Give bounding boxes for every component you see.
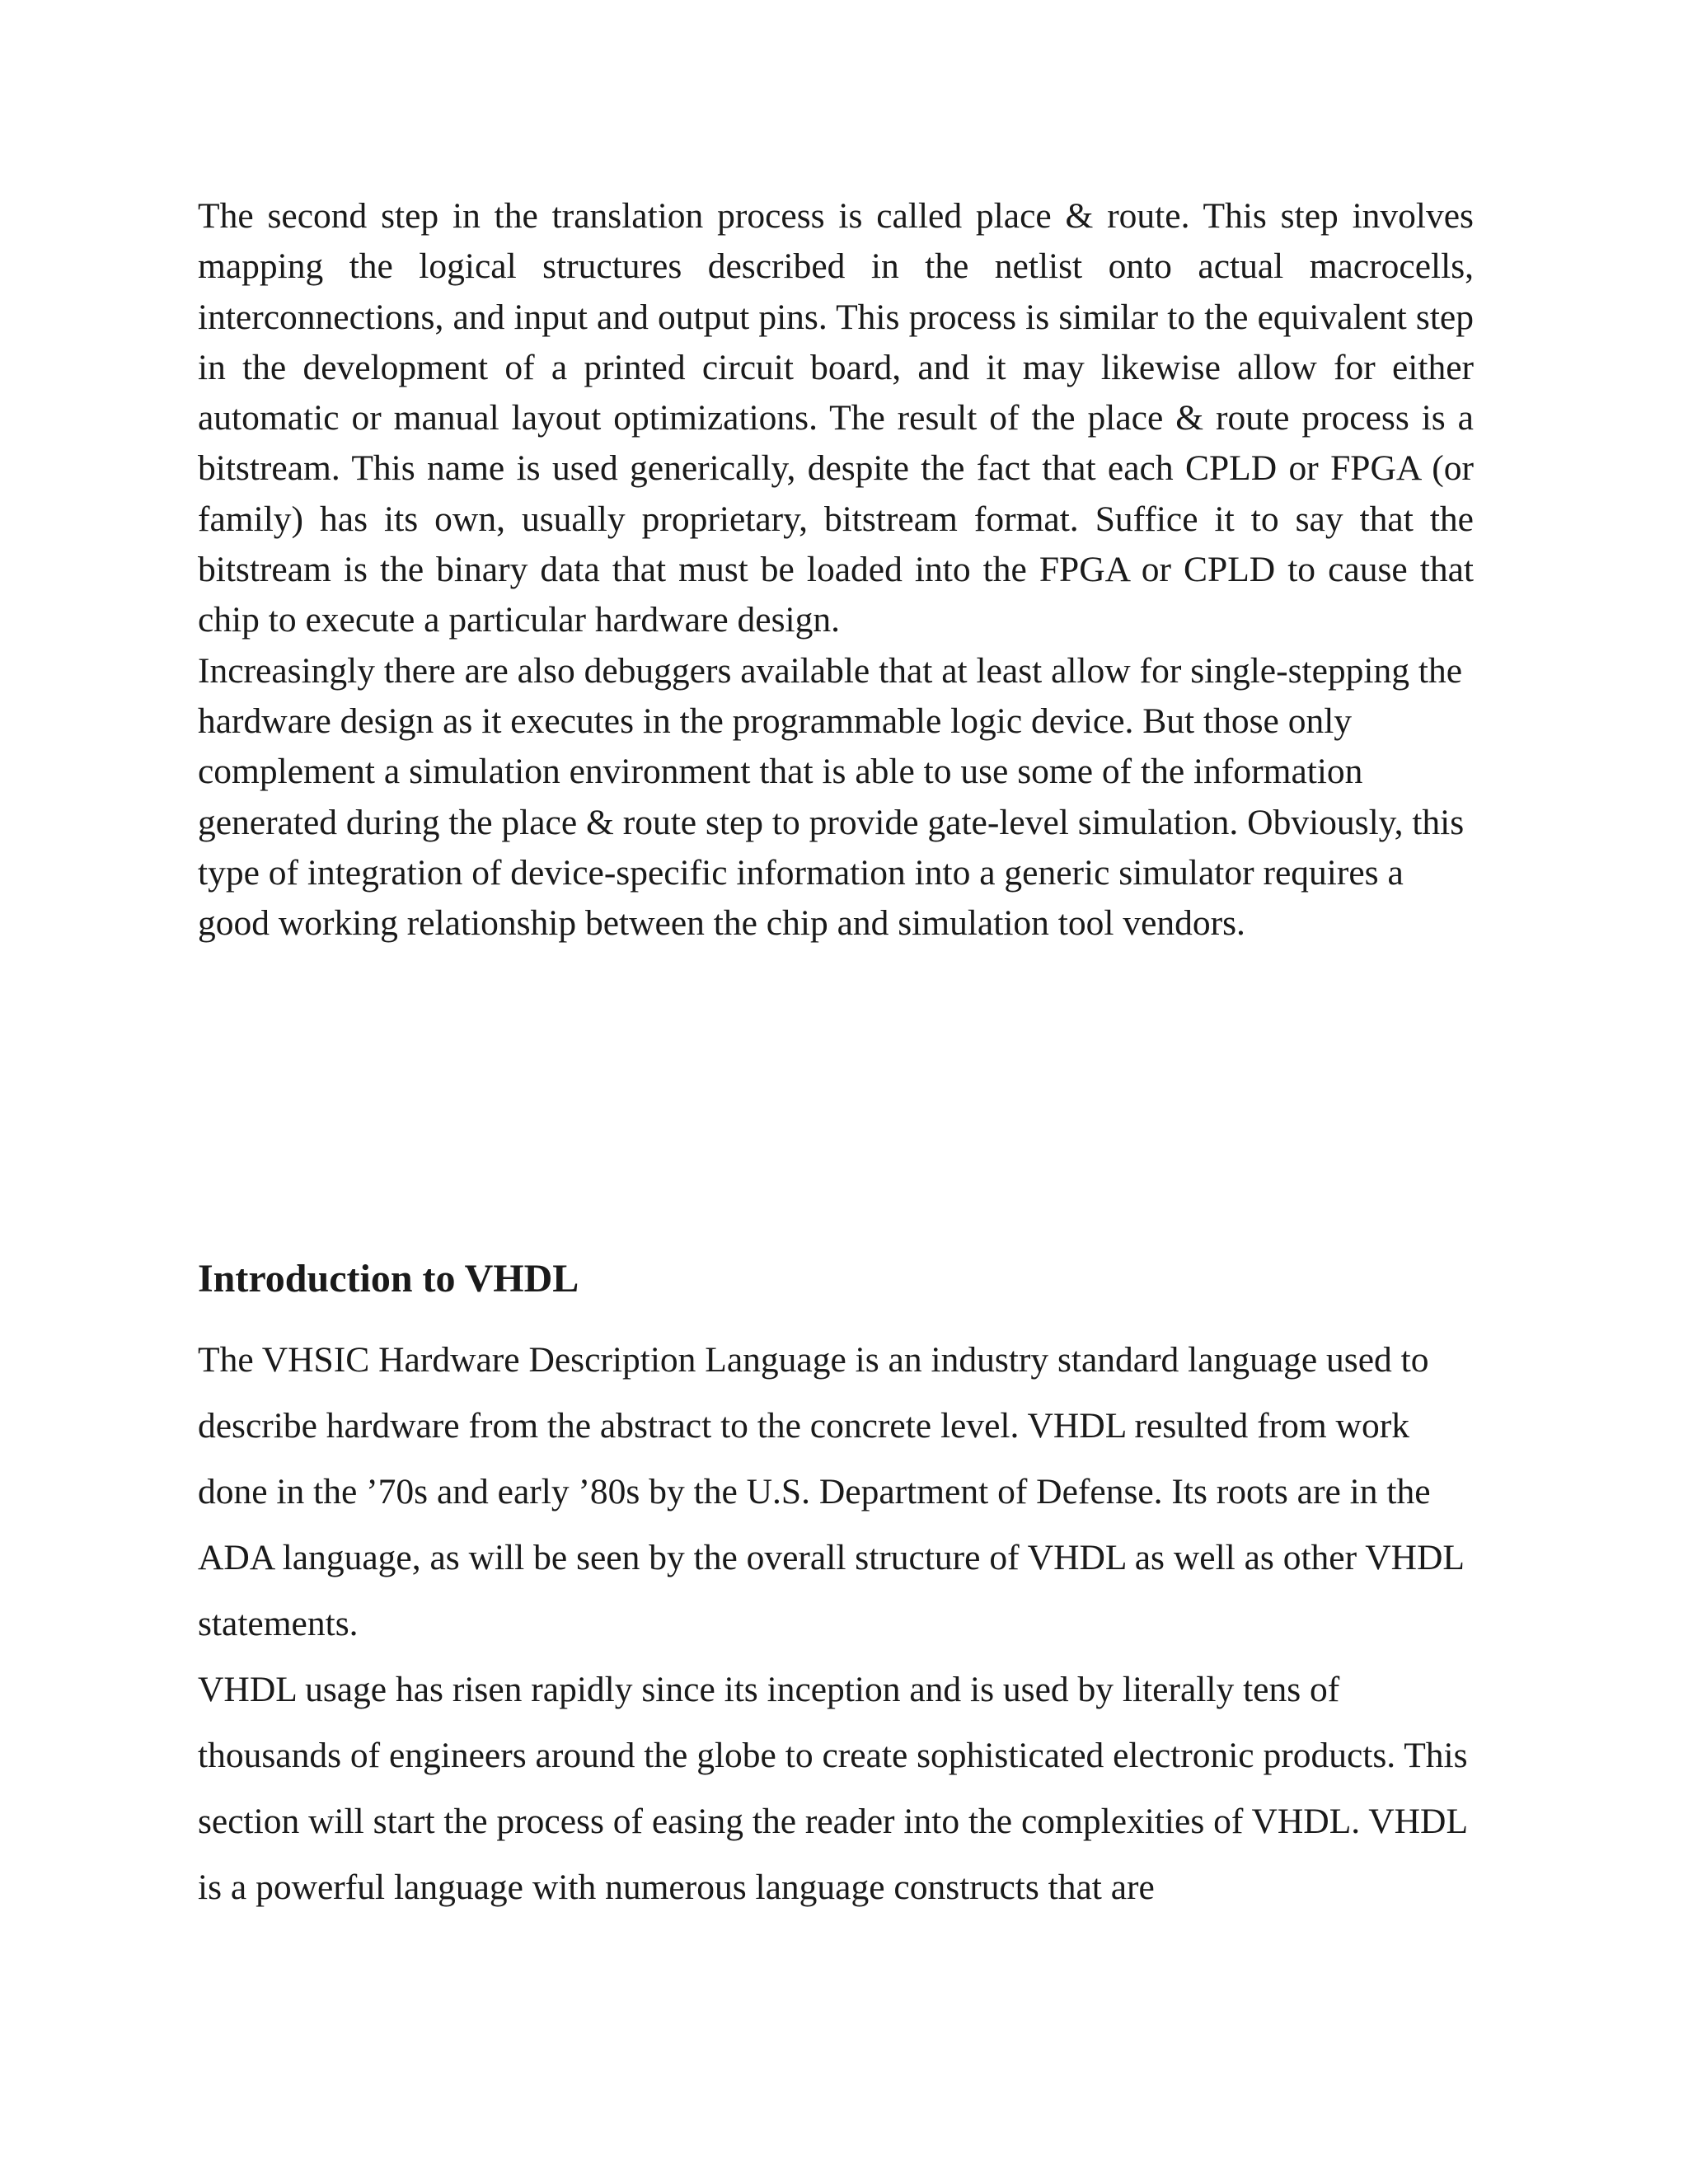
paragraph-place-and-route: The second step in the translation process is called place & route. This step involves mapping the logical structures described in the netlist onto actual macrocells, interconnections, and input and output pins. This process is similar to the equivalent step in the development of a printed circuit board, and it may likewise allow for either automatic or manual layout optimizations. The result of the place & route process is a bitstream. This name is used generically, despite the fact that each CPLD or FPGA (or family) has its own, usually proprietary, bitstream format. Suffice it to say that the bitstream is the binary data that must be loaded into the FPGA or CPLD to cause that chip to execute a particular hardware design.	[198, 196, 1474, 640]
section-body	[198, 1327, 1474, 1920]
section-heading: Introduction to VHDL	[198, 1257, 579, 1301]
paragraph-debuggers: Increasingly there are also debuggers available that at least allow for single-stepping the hardware design as it executes in the programmable logic device. But those only complement a simulation environment that is able to use some of the information generated during the place & route step to provide gate-level simulation. Obviously, this type of integration of device-specific information into a generic simulator requires a good working relationship between the chip and simulation tool vendors.	[198, 650, 1465, 944]
document-page	[198, 191, 1474, 1907]
paragraph-vhsic-intro: The VHSIC Hardware Description Language is an industry standard language used to describe hardware from the abstract to the concrete level. VHDL resulted from work done in the ’70s and early ’80s by the U.S. Department of Defense. Its roots are in the ADA language, as will be seen by the overall structure of VHDL as well as other VHDL statements.	[198, 1340, 1464, 1643]
paragraph-vhdl-usage: VHDL usage has risen rapidly since its inception and is used by literally tens of thousands of engineers around the globe to create sophisticated electronic products. This section will start the process of easing the reader into the complexities of VHDL. VHDL is a powerful language with numerous language constructs that are	[198, 1670, 1468, 1907]
